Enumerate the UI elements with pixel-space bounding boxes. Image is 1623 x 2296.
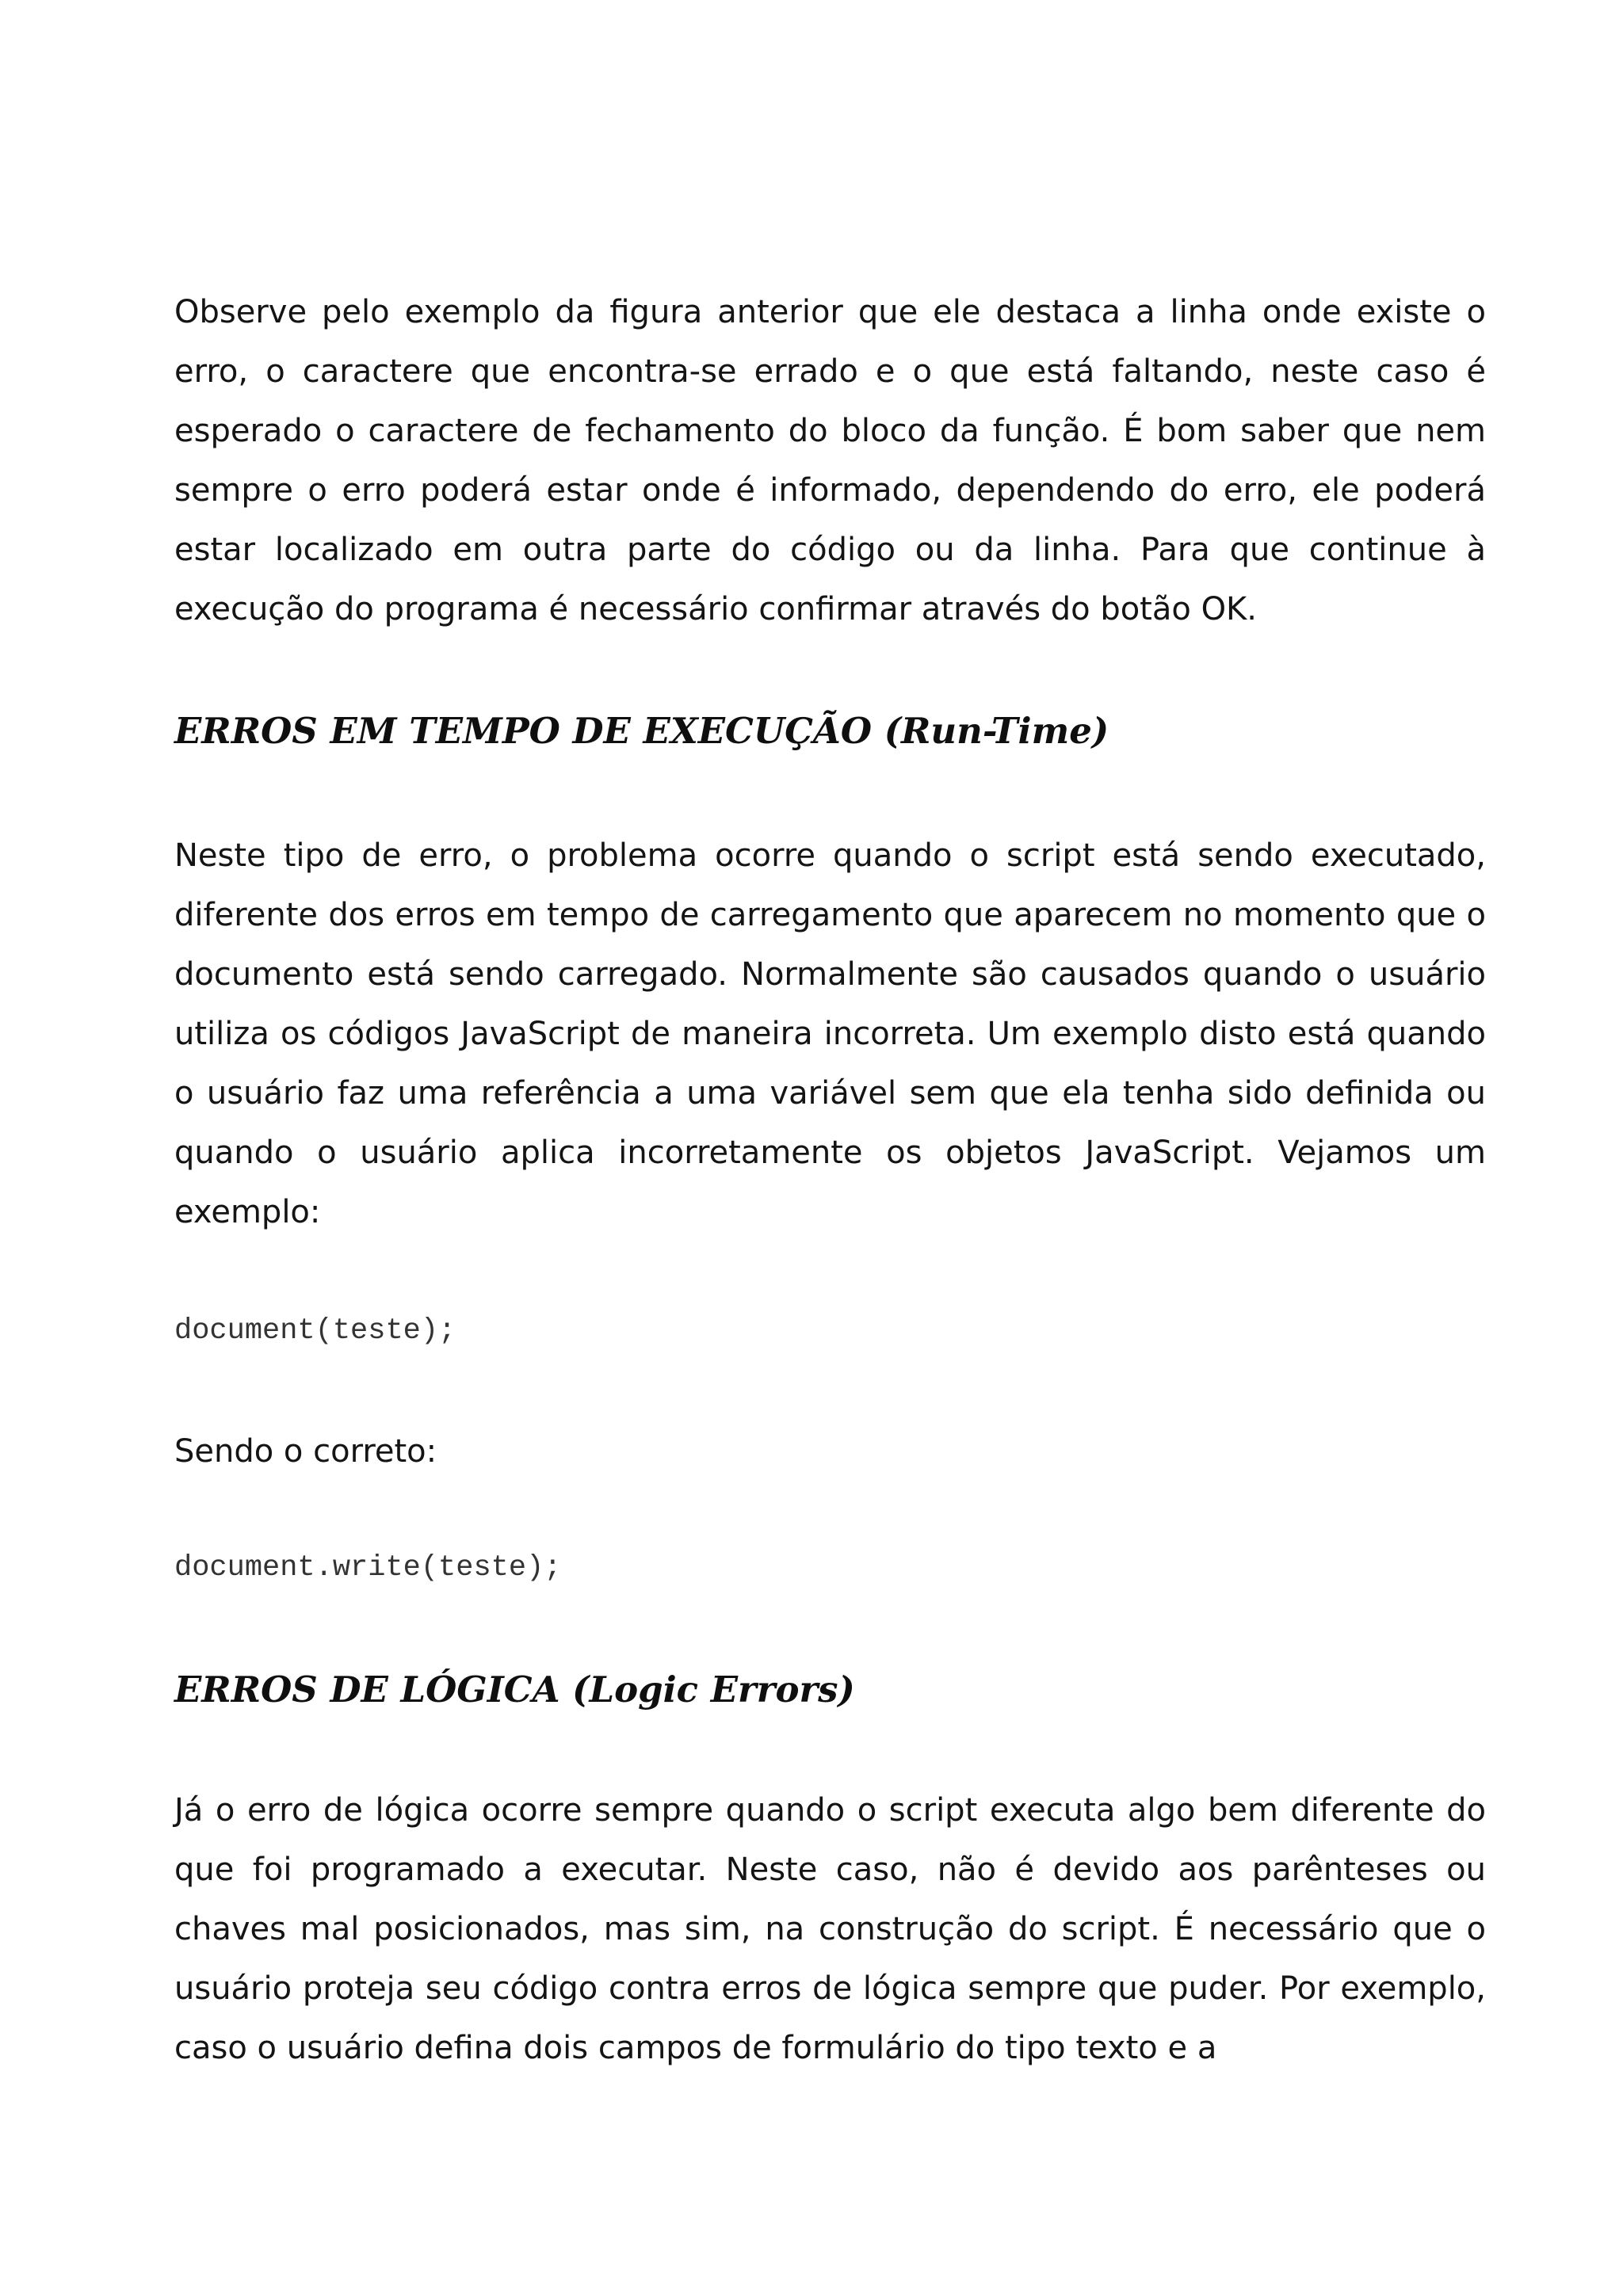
paragraph-error-explanation: Observe pelo exemplo da figura anterior que ele destaca a linha onde existe o erro, o caractere que encontra-se errado e o que está faltando, neste caso é esperado o caractere de fechamento do bloco da função. É bom saber que nem sempre o erro poderá estar onde é informado, dependendo do erro, ele poderá estar localizado em outra parte do código ou da linha. Para que continue à execução do programa é necessário confirmar através do botão OK.: [174, 294, 1486, 627]
heading-runtime-errors: ERROS EM TEMPO DE EXECUÇÃO (Run-Time): [174, 710, 1109, 752]
code-example-correct: document.write(teste);: [174, 1551, 562, 1585]
heading-logic-errors: ERROS DE LÓGICA (Logic Errors): [174, 1669, 855, 1711]
code-example-wrong: document(teste);: [174, 1314, 456, 1348]
text-sendo-o-correto: Sendo o correto:: [174, 1433, 437, 1470]
paragraph-logic-errors: Já o erro de lógica ocorre sempre quando o script executa algo bem diferente do que foi programado a executar. Neste caso, não é devido aos parênteses ou chaves mal posicionados, mas sim, na construção do script. É necessário que o usuário proteja seu código contra erros de lógica sempre que puder. Por exemplo, caso o usuário defina dois campos de formulário do tipo texto e a: [174, 1792, 1486, 2066]
paragraph-runtime-errors: Neste tipo de erro, o problema ocorre quando o script está sendo executado, diferente dos erros em tempo de carregamento que aparecem no momento que o documento está sendo carregado. Normalmente são causados quando o usuário utiliza os códigos JavaScript de maneira incorreta. Um exemplo disto está quando o usuário faz uma referência a uma variável sem que ela tenha sido definida ou quando o usuário aplica incorretamente os objetos JavaScript. Vejamos um exemplo:: [174, 837, 1486, 1230]
